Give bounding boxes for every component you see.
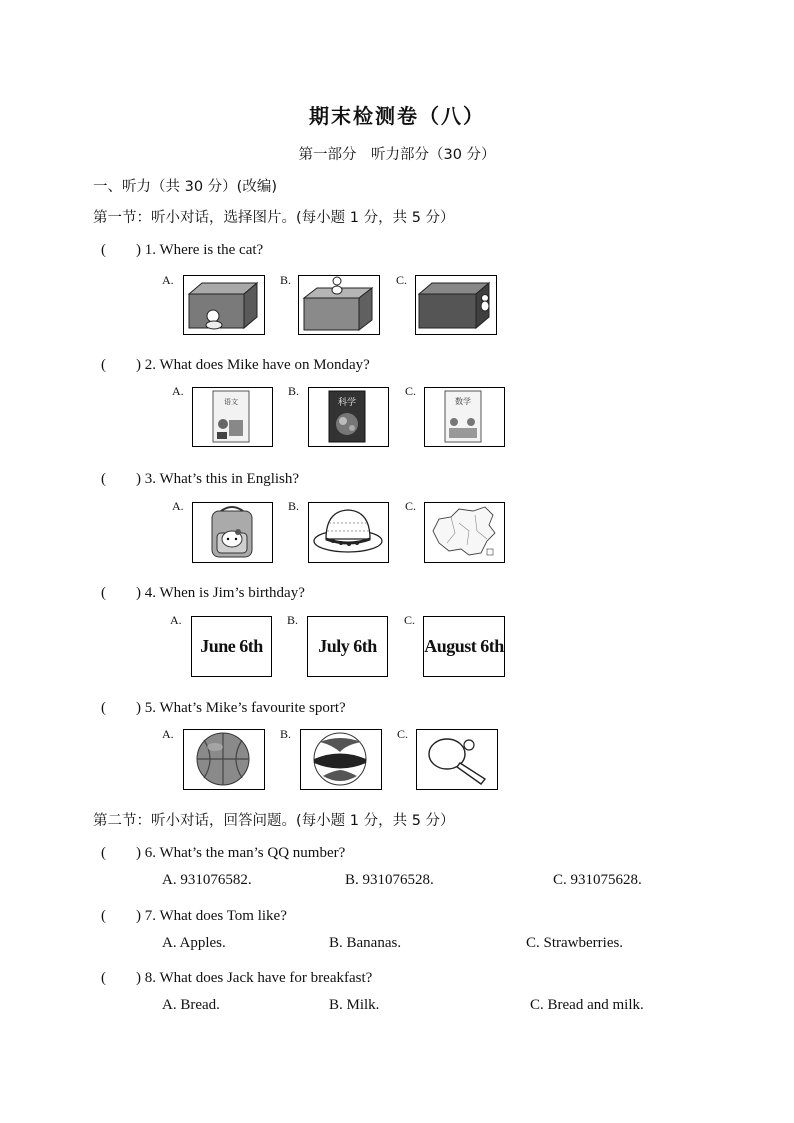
volleyball-icon <box>301 730 380 788</box>
answer-blank[interactable]: ( ) <box>101 970 141 986</box>
option-a-image[interactable] <box>192 502 273 563</box>
question-text: When is Jim’s birthday? <box>159 585 305 601</box>
question-text: What’s Mike’s favourite sport? <box>159 700 346 716</box>
question-text: What’s the man’s QQ number? <box>159 845 346 861</box>
question-number: 1. <box>144 242 156 258</box>
option-a[interactable]: A. Bread. <box>162 997 220 1013</box>
ping-pong-bat-icon <box>417 730 496 788</box>
option-letter: B. <box>287 613 299 627</box>
book-title: 语文 <box>224 398 238 406</box>
book-cover-maths-icon <box>425 388 503 445</box>
subsection-one-heading: 第一节：听小对话，选择图片。(每小题 1 分，共 5 分） <box>93 210 455 226</box>
option-b-image[interactable] <box>308 502 389 563</box>
option-letter: C. <box>397 727 409 741</box>
subsection-two-heading: 第二节：听小对话，回答问题。(每小题 1 分，共 5 分） <box>93 813 455 829</box>
option-letter: C. <box>396 273 408 287</box>
answer-blank[interactable]: ( ) <box>101 585 141 601</box>
option-a[interactable]: A. Apples. <box>162 935 226 951</box>
question-1 <box>101 238 263 259</box>
option-a[interactable]: A. 931076582. <box>162 872 252 888</box>
option-c[interactable]: C. 931075628. <box>553 872 642 888</box>
question-number: 7. <box>144 908 156 924</box>
option-letter: B. <box>280 273 292 287</box>
question-number: 4. <box>144 585 156 601</box>
cat-behind-box-icon <box>416 276 495 333</box>
option-letter: A. <box>162 727 174 741</box>
question-5 <box>101 696 346 717</box>
basketball-icon <box>184 730 263 788</box>
answer-blank[interactable]: ( ) <box>101 845 141 861</box>
page-title: 期末检测卷（八） <box>309 104 485 128</box>
question-number: 6. <box>144 845 156 861</box>
book-title: 科学 <box>337 398 357 408</box>
cat-under-box-icon <box>184 276 263 333</box>
option-letter: B. <box>280 727 292 741</box>
answer-blank[interactable]: ( ) <box>101 242 141 258</box>
option-a-image[interactable] <box>192 387 273 447</box>
option-letter: A. <box>172 499 184 513</box>
option-b-image[interactable] <box>298 275 380 335</box>
question-text: What does Tom like? <box>159 908 287 924</box>
question-2 <box>101 353 370 374</box>
option-a-image[interactable] <box>183 729 265 790</box>
option-c-image[interactable] <box>416 729 498 790</box>
question-text: What’s this in English? <box>159 471 300 487</box>
schoolbag-icon <box>193 503 271 561</box>
option-letter: C. <box>405 499 417 513</box>
option-b[interactable]: B. Bananas. <box>329 935 402 951</box>
question-number: 3. <box>144 471 156 487</box>
question-text: What does Mike have on Monday? <box>159 357 370 373</box>
answer-blank[interactable]: ( ) <box>101 357 141 373</box>
option-a-image[interactable] <box>183 275 265 335</box>
book-title: 数学 <box>455 397 471 406</box>
option-b[interactable]: B. 931076528. <box>345 872 434 888</box>
section-heading: 一、听力（共 30 分）(改编) <box>93 179 277 195</box>
answer-blank[interactable]: ( ) <box>101 908 141 924</box>
option-letter: C. <box>404 613 416 627</box>
part-heading: 第一部分 听力部分（30 分） <box>298 147 496 163</box>
question-8 <box>101 966 372 987</box>
hat-icon <box>309 503 387 561</box>
option-b[interactable]: B. Milk. <box>329 997 380 1013</box>
option-letter: A. <box>162 273 174 287</box>
option-c-image[interactable] <box>424 387 505 447</box>
option-c-image[interactable] <box>424 502 505 563</box>
option-c[interactable]: C. Bread and milk. <box>530 997 644 1013</box>
question-text: Where is the cat? <box>159 242 264 258</box>
book-cover-science-icon <box>309 388 387 445</box>
map-icon <box>425 503 503 561</box>
question-4 <box>101 581 305 602</box>
question-text: What does Jack have for breakfast? <box>159 970 373 986</box>
option-letter: A. <box>170 613 182 627</box>
question-number: 5. <box>144 700 156 716</box>
option-letter: B. <box>288 384 300 398</box>
option-b-date[interactable]: July 6th <box>307 616 388 677</box>
answer-blank[interactable]: ( ) <box>101 471 141 487</box>
cat-on-box-icon <box>299 276 378 333</box>
question-number: 8. <box>144 970 156 986</box>
option-letter: C. <box>405 384 417 398</box>
option-letter: A. <box>172 384 184 398</box>
question-3 <box>101 467 299 488</box>
book-cover-chinese-icon <box>193 388 271 445</box>
question-7 <box>101 904 287 925</box>
option-a-date[interactable]: June 6th <box>191 616 272 677</box>
option-c-date[interactable]: August 6th <box>423 616 505 677</box>
option-c-image[interactable] <box>415 275 497 335</box>
question-6 <box>101 841 345 862</box>
option-b-image[interactable] <box>300 729 382 790</box>
option-c[interactable]: C. Strawberries. <box>526 935 624 951</box>
option-letter: B. <box>288 499 300 513</box>
question-number: 2. <box>144 357 156 373</box>
answer-blank[interactable]: ( ) <box>101 700 141 716</box>
option-b-image[interactable] <box>308 387 389 447</box>
